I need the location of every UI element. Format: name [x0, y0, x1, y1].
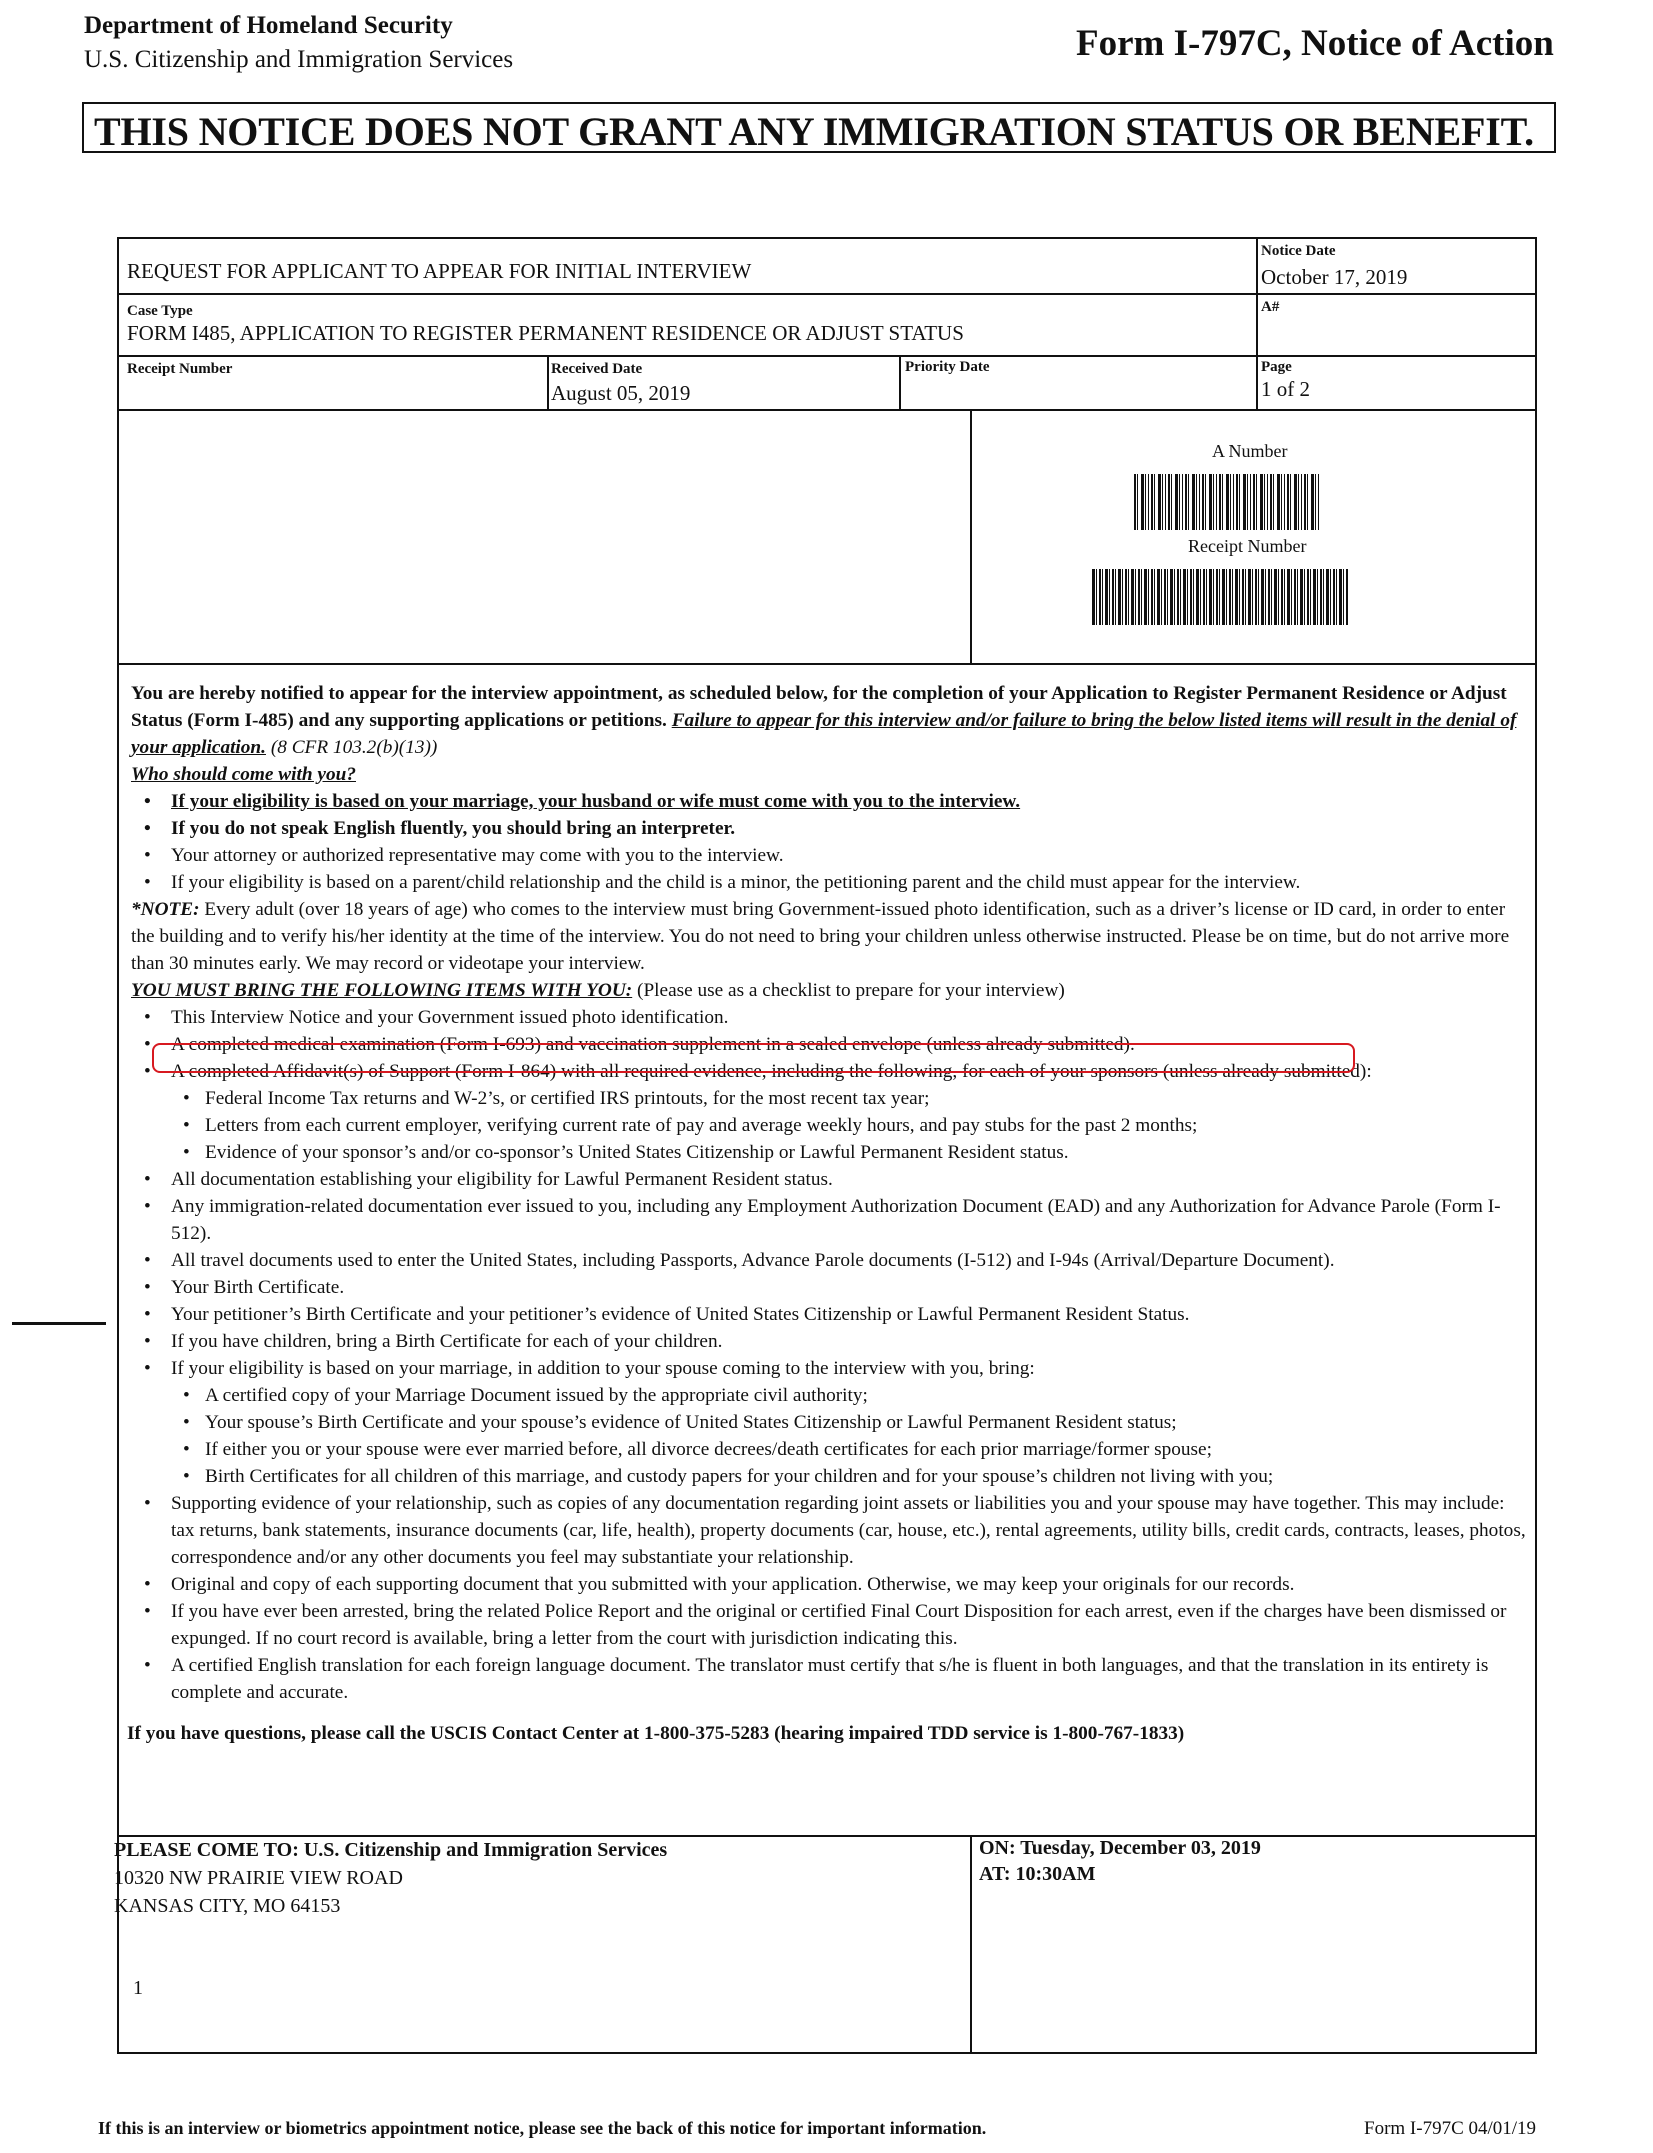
grid-line — [547, 355, 549, 409]
list-item: • Original and copy of each supporting document that you submitted with your application. Otherwise, we may keep your originals for our records. — [131, 1571, 1531, 1598]
sub-list-item: • A certified copy of your Marriage Document issued by the appropriate civil authority; — [131, 1382, 1531, 1409]
received-date-label: Received Date — [551, 361, 643, 377]
list-item: • If your eligibility is based on your marriage, in addition to your spouse coming to the interview with you, bring: — [131, 1355, 1531, 1382]
notice-date-value: October 17, 2019 — [1261, 265, 1408, 289]
intro-text: You are hereby notified to appear for the interview appointment, as scheduled below, for the completion of your Application to Register Permanent Residence or Adjust Status (Form I-485) and any supporting applications or petitions. — [131, 683, 1507, 731]
list-item: • If your eligibility is based on your marriage, your husband or wife must come with you to the interview. — [131, 788, 1531, 815]
footer-note: If this is an interview or biometrics appointment notice, please see the back of this notice for important information. — [98, 2118, 987, 2138]
marriage-sublist — [131, 1382, 1531, 1490]
list-item: • Your attorney or authorized representative may come with you to the interview. — [131, 842, 1531, 869]
request-title: REQUEST FOR APPLICANT TO APPEAR FOR INITIAL INTERVIEW — [127, 259, 752, 283]
sub-list-item: • Your spouse’s Birth Certificate and your spouse’s evidence of United States Citizenship or Lawful Permanent Resident status; — [131, 1409, 1531, 1436]
case-type-label: Case Type — [127, 303, 193, 319]
grid-line — [119, 1835, 1537, 1837]
bring-heading-line — [131, 977, 1531, 1004]
list-item: • Any immigration-related documentation ever issued to you, including any Employment Authorization Document (EAD) and any Authorization for Advance Parole (Form I-512). — [131, 1193, 1531, 1247]
footer-form-id: Form I-797C 04/01/19 — [1364, 2118, 1537, 2139]
list-item: • A completed medical examination (Form I-693) and vaccination supplement in a sealed envelope (unless already submitted). — [131, 1031, 1531, 1058]
sponsor-sublist — [131, 1085, 1531, 1166]
priority-date-label: Priority Date — [905, 359, 990, 375]
grid-line — [1256, 239, 1258, 409]
list-item: • A completed Affidavit(s) of Support (Form I-864) with all required evidence, including the following, for each of your sponsors (unless already submitted): — [131, 1058, 1531, 1085]
notice-body — [127, 680, 1531, 1747]
intro-paragraph — [131, 680, 1531, 761]
note-label: *NOTE: — [131, 899, 200, 920]
intro-warning: Failure to appear for this interview and/or failure to bring the below listed items will result in the denial of your application. — [131, 710, 1517, 758]
grid-line — [970, 409, 972, 663]
list-item: • Supporting evidence of your relationship, such as copies of any documentation regarding joint assets or liabilities you and your spouse may have together. This may include: tax returns, bank statements, insurance documents (car, life, health), property documents (car, house, etc.), rental agreements, utility bills, credit cards, contracts, leases, photos, correspondence and/or any other documents you feel may substantiate your relationship. — [131, 1490, 1531, 1571]
grid-line — [899, 355, 901, 409]
list-item: • A certified English translation for each foreign language document. The translator must certify that s/he is fluent in both languages, and that the translation in its entirety is complete and accurate. — [131, 1652, 1531, 1706]
come-to-label: PLEASE COME TO: U.S. Citizenship and Immigration Services — [114, 1839, 668, 1861]
bring-heading: YOU MUST BRING THE FOLLOWING ITEMS WITH YOU: — [131, 980, 633, 1001]
intro-citation: (8 CFR 103.2(b)(13)) — [270, 737, 438, 758]
list-item: • All travel documents used to enter the United States, including Passports, Advance Parole documents (I-512) and I-94s (Arrival/Departure Document). — [131, 1247, 1531, 1274]
notice-date-label: Notice Date — [1261, 243, 1336, 259]
list-item: • If you have ever been arrested, bring the related Police Report and the original or certified Final Court Disposition for each arrest, even if the charges have been dismissed or expunged. If no court record is available, bring a letter from the court with jurisdiction indicating this. — [131, 1598, 1531, 1652]
grid-line — [119, 293, 1537, 295]
sub-list-item: • Letters from each current employer, verifying current rate of pay and average weekly hours, and pay stubs for the past 2 months; — [131, 1112, 1531, 1139]
margin-mark — [12, 1322, 106, 1325]
appointment-time: AT: 10:30AM — [979, 1863, 1096, 1885]
form-title: Form I-797C, Notice of Action — [1076, 23, 1554, 64]
note-text: Every adult (over 18 years of age) who comes to the interview must bring Government-issued photo identification, such as a driver’s license or ID card, in order to enter the building and to verify his/her identity at the time of the interview. You do not need to bring your children unless otherwise instructed. Please be on time, but do not arrive more than 30 minutes early. We may record or videotape your interview. — [131, 899, 1510, 974]
sub-list-item: • Federal Income Tax returns and W-2’s, or certified IRS printouts, for the most recent tax year; — [131, 1085, 1531, 1112]
grid-line — [119, 663, 1537, 665]
agency-subtitle: U.S. Citizenship and Immigration Services — [84, 46, 514, 73]
agency-name: Department of Homeland Security — [84, 12, 453, 39]
box-number: 1 — [133, 1977, 143, 1999]
grid-line — [119, 409, 1537, 411]
receipt-barcode-label: Receipt Number — [1188, 536, 1307, 556]
notice-banner: THIS NOTICE DOES NOT GRANT ANY IMMIGRATION STATUS OR BENEFIT. — [82, 102, 1556, 153]
list-item: • If you do not speak English fluently, you should bring an interpreter. — [131, 815, 1531, 842]
sub-list-item: • Evidence of your sponsor’s and/or co-sponsor’s United States Citizenship or Lawful Permanent Resident status. — [131, 1139, 1531, 1166]
a-number-barcode-label: A Number — [1212, 441, 1288, 461]
a-number-label: A# — [1261, 299, 1280, 315]
receipt-number-label: Receipt Number — [127, 361, 233, 377]
who-heading: Who should come with you? — [131, 764, 356, 785]
receipt-barcode — [1092, 569, 1348, 625]
list-item: • All documentation establishing your eligibility for Lawful Permanent Resident status. — [131, 1166, 1531, 1193]
grid-line — [970, 1835, 972, 2054]
received-date-value: August 05, 2019 — [551, 381, 691, 405]
list-item: • This Interview Notice and your Government issued photo identification. — [131, 1004, 1531, 1031]
bring-heading-note: (Please use as a checklist to prepare for your interview) — [637, 980, 1065, 1001]
sub-list-item: • If either you or your spouse were ever married before, all divorce decrees/death certificates for each prior marriage/former spouse; — [131, 1436, 1531, 1463]
address-line-1: 10320 NW PRAIRIE VIEW ROAD — [114, 1867, 403, 1889]
who-list — [131, 788, 1531, 896]
a-number-barcode — [1134, 474, 1319, 530]
highlight-annotation — [152, 1043, 1355, 1073]
page-label: Page — [1261, 359, 1292, 375]
case-type-value: FORM I485, APPLICATION TO REGISTER PERMANENT RESIDENCE OR ADJUST STATUS — [127, 321, 964, 345]
list-item: • If you have children, bring a Birth Certificate for each of your children. — [131, 1328, 1531, 1355]
sub-list-item: • Birth Certificates for all children of this marriage, and custody papers for your children and for your spouse’s children not living with you; — [131, 1463, 1531, 1490]
bring-list-final — [131, 1490, 1531, 1706]
grid-line — [119, 355, 1537, 357]
list-item: • If your eligibility is based on a parent/child relationship and the child is a minor, the petitioning parent and the child must appear for the interview. — [131, 869, 1531, 896]
appointment-date: ON: Tuesday, December 03, 2019 — [979, 1837, 1261, 1859]
bring-list-continued — [131, 1166, 1531, 1382]
address-line-2: KANSAS CITY, MO 64153 — [114, 1895, 341, 1917]
list-item: • Your Birth Certificate. — [131, 1274, 1531, 1301]
list-item: • Your petitioner’s Birth Certificate and your petitioner’s evidence of United States Citizenship or Lawful Permanent Resident Status. — [131, 1301, 1531, 1328]
page-value: 1 of 2 — [1261, 377, 1310, 401]
note-paragraph — [131, 896, 1531, 977]
contact-line: If you have questions, please call the USCIS Contact Center at 1-800-375-5283 (hearing impaired TDD service is 1-800-767-1833) — [127, 1723, 1185, 1744]
